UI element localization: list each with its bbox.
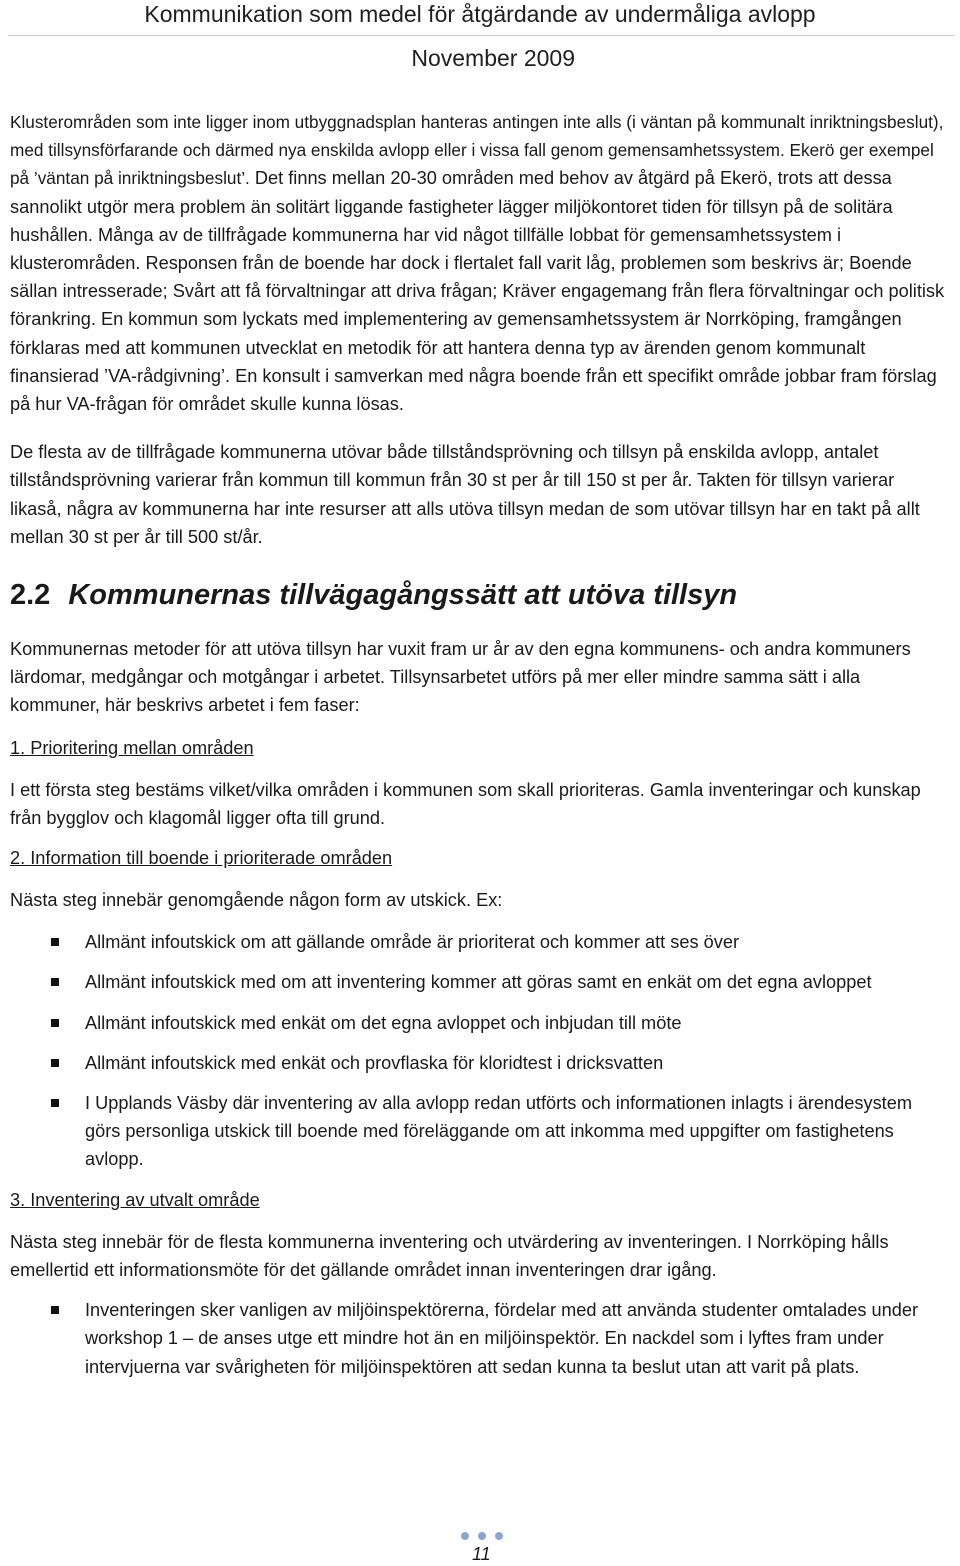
bullet-square-icon [51, 1099, 59, 1107]
paragraph-klusteromraden-part2: Det finns mellan 20-30 områden med behov av åtgärd på Ekerö, trots att dessa sannolikt utgör mera problem än solitärt liggande fastigheter lägger miljökontoret tiden för tillsyn på de solitära hushållen. Många av de tillfrågade kommunerna har vid något tillfälle lobbat för gemensamhetssystem i klusterområden. Responsen från de boende har dock i flertalet fall varit låg, problemen som beskrivs är; Boende sällan intresserade; Svårt att få förvaltningar att driva frågan; Kräver engagemang från flera förvaltningar och politisk förankring. En kommun som lyckats med implementering av gemensamhetssystem är Norrköping, framgången förklaras med att kommunen utvecklat en metodik för att hantera denna typ av ärenden genom kommunalt finansierad ’VA-rådgivning’. En konsult i samverkan med några boende från ett specifikt område jobbar fram förslag på hur VA-frågan för området skulle kunna lösas. [10, 168, 945, 415]
subheading-information: 2. Information till boende i prioriterade områden [10, 848, 393, 869]
list-item-text: Allmänt infoutskick med enkät om det egna avloppet och inbjudan till möte [85, 1012, 682, 1033]
section-heading [10, 577, 946, 613]
header-divider [8, 35, 954, 36]
header-date: November 2009 [411, 45, 575, 71]
bullet-square-icon [51, 1306, 59, 1314]
paragraph-utskick: Nästa steg innebär genomgående någon form av utskick. Ex: [10, 890, 503, 911]
body-content [10, 108, 946, 1393]
list-item-text: Allmänt infoutskick om att gällande område är prioriterat och kommer att ses över [85, 932, 740, 953]
list-item-text: I Upplands Väsby där inventering av alla avlopp redan utförts och informationen inlagts i ärendesystem görs personliga utskick till boende med föreläggande om att inkomma med uppgifter om fastighetens avlopp. [85, 1093, 912, 1170]
list-item-text: Allmänt infoutskick med om att inventering kommer att göras samt en enkät om det egna avloppet [85, 972, 872, 993]
inventering-list [10, 1296, 946, 1381]
paragraph-inventering: Nästa steg innebär för de flesta kommunerna inventering och utvärdering av inventeringen. I Norrköping hålls emellertid ett informationsmöte för det gällande området innan inventeringen drar igång. [10, 1231, 889, 1280]
header-title: Kommunikation som medel för åtgärdande av undermåliga avlopp [144, 1, 816, 27]
bullet-square-icon [51, 938, 59, 946]
bullet-square-icon [51, 1059, 59, 1067]
list-item-text: Inventeringen sker vanligen av miljöinspektörerna, fördelar med att använda studenter omtalades under workshop 1 – de anses utge ett mindre hot än en miljöinspektör. En nackdel som i lyftes fram under intervjuerna var svårigheten för miljöinspektören att sedan kunna ta beslut utan att varit på plats. [85, 1300, 919, 1377]
list-item [10, 928, 946, 956]
utskick-list [10, 928, 946, 1173]
page-number: 11 [472, 1544, 491, 1564]
paragraph-prioritering: I ett första steg bestäms vilket/vilka områden i kommunen som skall prioriteras. Gamla inventeringar och kunskap från bygglov och klagomål ligger ofta till grund. [10, 779, 921, 828]
paragraph-klusteromraden [10, 108, 946, 418]
paragraph-metoder: Kommunernas metoder för att utöva tillsyn har vuxit fram ur år av den egna kommunens- och andra kommuners lärdomar, medgångar och motgångar i arbetet. Tillsynsarbetet utförs på mer eller mindre samma sätt i alla kommuner, här beskrivs arbetet i fem faser: [10, 639, 911, 716]
paragraph-klusteromraden-part1: Klusterområden som inte ligger inom utbyggnadsplan hanteras antingen inte alls (i väntan på kommunalt inriktningsbeslut), med tillsynsförfarande och därmed nya enskilda avlopp eller i vissa fall genom gemensamhetssystem. Ekerö ger exempel på ’väntan på inriktningsbeslut’. [10, 112, 944, 189]
subheading-prioritering: 1. Prioritering mellan områden [10, 737, 254, 758]
list-item-text: Allmänt infoutskick med enkät och provflaska för kloridtest i dricksvatten [85, 1052, 664, 1073]
list-item [10, 1089, 946, 1174]
paragraph-tillstandsprovning: De flesta av de tillfrågade kommunerna utövar både tillståndsprövning och tillsyn på enskilda avlopp, antalet tillståndsprövning varierar från kommun till kommun från 30 st per år till 150 st per år. Takten för tillsyn varierar likaså, några av kommunerna har inte resurser att alls utöva tillsyn medan de som utövar tillsyn har en takt på allt mellan 30 st per år till 500 st/år. [10, 442, 920, 547]
bullet-square-icon [51, 1019, 59, 1027]
section-title: Kommunernas tillvägagångssätt att utöva tillsyn [68, 579, 738, 612]
subheading-inventering: 3. Inventering av utvalt område [10, 1189, 260, 1210]
list-item [10, 968, 946, 996]
list-item [10, 1296, 946, 1381]
list-item [10, 1009, 946, 1037]
list-item [10, 1049, 946, 1077]
bullet-square-icon [51, 978, 59, 986]
section-number: 2.2 [10, 579, 51, 612]
footer-dots-icon [461, 1527, 512, 1545]
